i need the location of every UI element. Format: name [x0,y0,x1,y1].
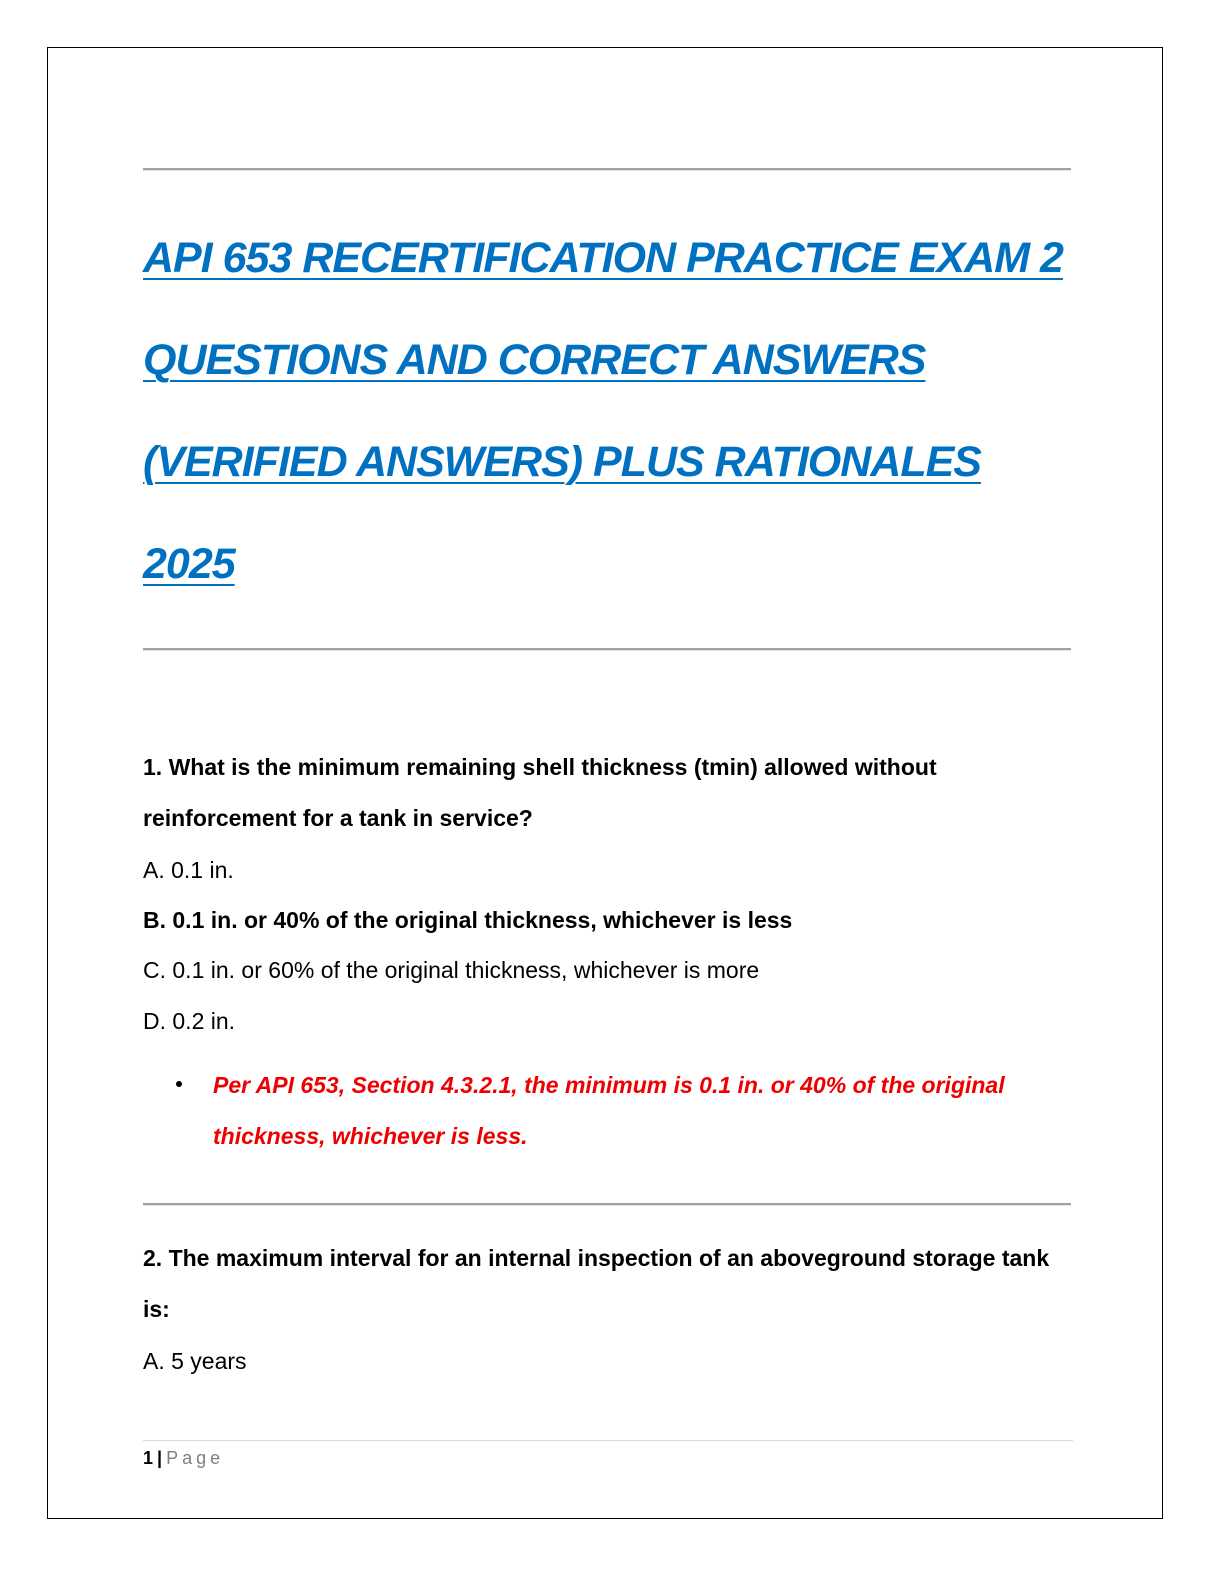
horizontal-rule-after-title [143,648,1071,651]
question-2-option-a: A. 5 years [143,1348,247,1374]
footer-separator: | [157,1448,163,1468]
question-1-rationale: Per API 653, Section 4.3.2.1, the minimum is 0.1 in. or 40% of the original thickness, whichever is less. [213,1072,1005,1149]
question-1-option-d: D. 0.2 in. [143,1008,236,1034]
footer-rule [143,1440,1073,1441]
question-1-option-c: C. 0.1 in. or 60% of the original thickness, whichever is more [143,957,760,983]
question-2-text: 2. The maximum interval for an internal inspection of an aboveground storage tank is: [143,1245,1050,1322]
question-1-option-b-correct: B. 0.1 in. or 40% of the original thickness, whichever is less [143,907,793,933]
bullet-icon [176,1081,182,1087]
question-1-text: 1. What is the minimum remaining shell thickness (tmin) allowed without reinforcement for a tank in service? [143,754,937,831]
page-footer [143,1446,224,1470]
page-label: Page [166,1448,225,1468]
page-number: 1 [143,1448,154,1468]
horizontal-rule-between-questions [143,1203,1071,1206]
document-title: API 653 RECERTIFICATION PRACTICE EXAM 2 QUESTIONS AND CORRECT ANSWERS (VERIFIED ANSWERS) PLUS RATIONALES 2025 [143,234,1063,588]
horizontal-rule-top [143,168,1071,171]
question-1-option-a: A. 0.1 in. [143,857,234,883]
